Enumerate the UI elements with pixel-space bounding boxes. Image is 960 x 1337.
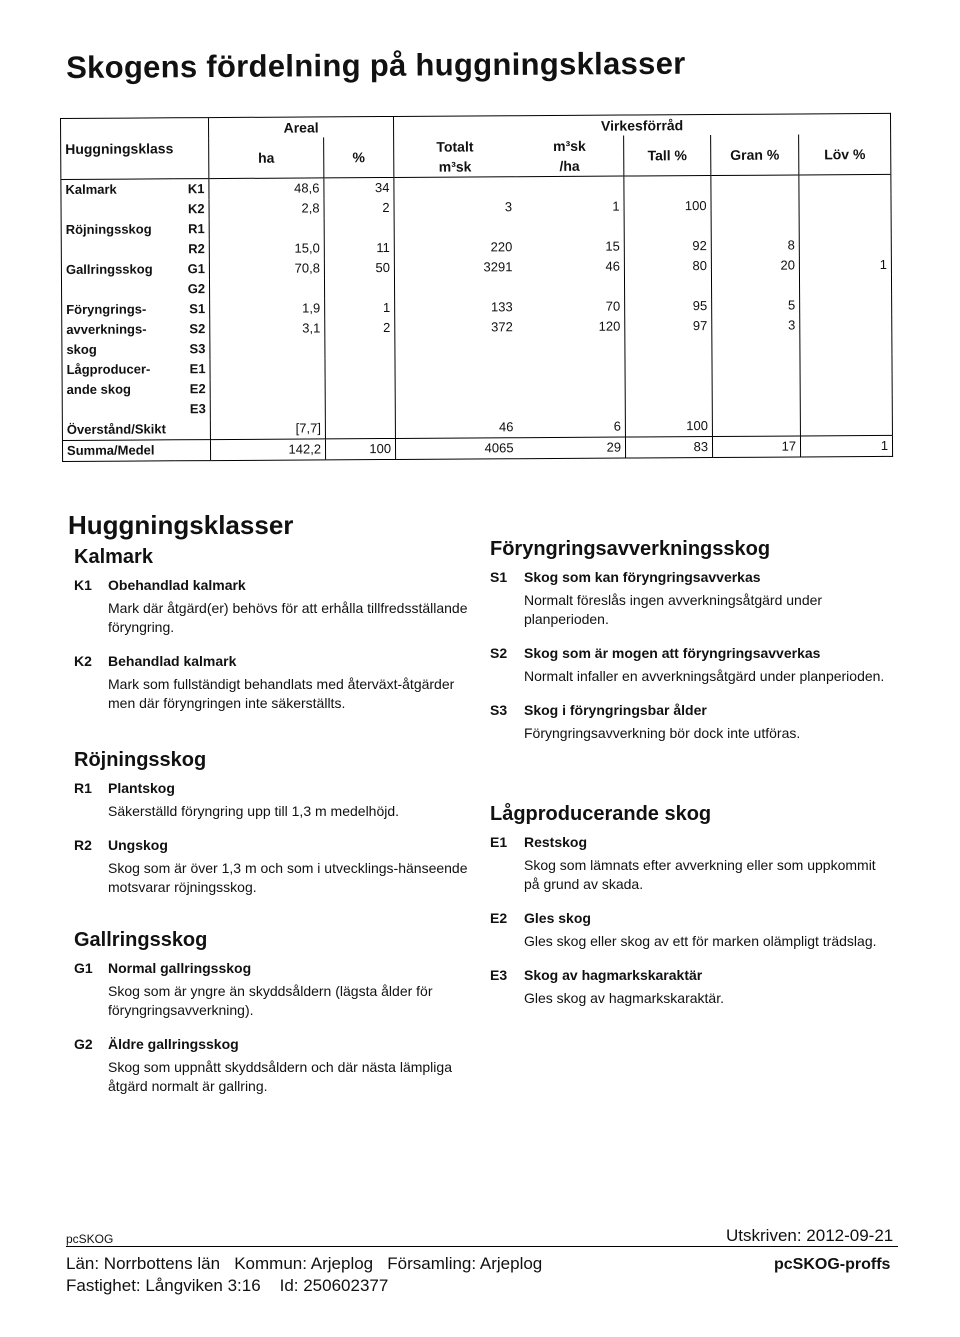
tall-cell: 95 <box>625 296 712 317</box>
legend-entry-code: E3 <box>490 967 508 983</box>
ha-cell: [7,7] <box>210 418 325 439</box>
summary-totalt: 4065 <box>395 438 517 460</box>
summary-ha: 142,2 <box>210 439 325 461</box>
legend-entry-description: Gles skog eller skog av ett för marken olämpligt trädslag. <box>524 933 877 949</box>
lov-cell <box>800 415 892 436</box>
gran-cell <box>711 175 799 196</box>
footer-property <box>66 1276 388 1296</box>
legend-entry-description: Skog som är yngre än skyddsåldern (lägsta ålder för föryngringsavverkning). <box>108 983 433 1018</box>
totalt-cell <box>395 357 517 378</box>
ha-cell <box>210 278 325 299</box>
legend-entry-description: Mark som fullständigt behandlats med återväxt-åtgärder men där föryngringen inte säkerställts. <box>108 676 455 711</box>
footer-brand: pcSKOG-proffs <box>774 1256 891 1273</box>
class-name-cell: avverknings- <box>62 319 174 340</box>
legend-entry-title: Normal gallringsskog <box>108 960 252 976</box>
legend-entry-title: Äldre gallringsskog <box>108 1036 239 1052</box>
gran-cell <box>712 395 800 416</box>
header-tall: Tall % <box>624 135 711 176</box>
tall-cell <box>625 336 712 357</box>
summary-pct: 100 <box>325 438 395 459</box>
msk-ha-cell <box>516 217 624 238</box>
msk-ha-cell <box>517 397 625 418</box>
legend-entry <box>490 645 890 686</box>
legend-entry-title: Restskog <box>524 834 588 850</box>
legend-entry-description: Skog som är över 1,3 m och som i utvecklings-hänseende motsvarar röjningsskog. <box>108 860 468 895</box>
legend-entry <box>74 653 474 713</box>
header-totalt-line1: Totalt <box>436 138 474 155</box>
class-name-cell: ande skog <box>62 379 174 400</box>
class-name-cell: Överstånd/Skikt <box>62 419 174 440</box>
footer-printed: Utskriven: 2012-09-21 <box>726 1226 894 1245</box>
legend-entry-title: Skog av hagmarkskaraktär <box>524 967 703 983</box>
gran-cell <box>711 275 799 296</box>
gran-cell <box>712 355 800 376</box>
tall-cell <box>625 356 712 377</box>
legend-section-title: Kalmark <box>74 546 153 568</box>
footer-divider <box>66 1246 898 1247</box>
legend-entry-title: Skog som är mogen att föryngringsavverkas <box>524 645 821 661</box>
footer-fastighet: Fastighet: Långviken 3:16 <box>66 1276 261 1295</box>
legend-entry <box>490 910 890 951</box>
legend-entry-description: Normalt infaller en avverkningsåtgärd under planperioden. <box>524 668 885 684</box>
msk-ha-cell <box>516 176 624 197</box>
legend-left-column <box>74 546 474 1096</box>
legend-entry-code: S2 <box>490 645 508 661</box>
legend-entry-code: K2 <box>74 653 92 669</box>
summary-tall: 83 <box>625 437 712 459</box>
header-ha: ha <box>209 137 324 178</box>
class-code-cell: K1 <box>173 179 209 200</box>
legend-entry-code: G1 <box>74 960 93 976</box>
legend-entry <box>74 837 474 897</box>
summary-lov: 1 <box>800 435 892 457</box>
footer-location <box>66 1254 542 1274</box>
lov-cell <box>800 395 892 416</box>
tall-cell <box>625 376 712 397</box>
totalt-cell <box>394 217 516 238</box>
class-code-cell: R2 <box>188 241 205 257</box>
class-code-cell: E3 <box>189 401 206 417</box>
pct-cell: 50 <box>324 258 394 278</box>
lov-cell <box>800 295 892 316</box>
legend-entry-title: Behandlad kalmark <box>108 653 237 669</box>
footer-forsamling: Församling: Arjeplog <box>387 1254 543 1273</box>
header-gran: Gran % <box>711 134 799 175</box>
ha-cell: 1,9 <box>210 298 325 319</box>
legend-right-column <box>490 538 890 1008</box>
gran-cell <box>712 335 800 356</box>
totalt-cell: 46 <box>395 417 517 438</box>
legend-section <box>74 929 474 1096</box>
gran-cell <box>712 415 800 436</box>
legend-entry <box>490 702 890 743</box>
class-code-cell: S2 <box>189 321 206 337</box>
totalt-cell <box>394 277 516 298</box>
pct-cell: 2 <box>324 198 394 218</box>
pct-cell <box>325 398 395 418</box>
legend-entry <box>74 960 474 1020</box>
ha-cell <box>209 218 324 239</box>
legend-entry-title: Gles skog <box>524 910 591 926</box>
legend-section-title: Gallringsskog <box>74 929 208 951</box>
class-name-cell <box>61 199 173 220</box>
class-code-cell: G1 <box>187 261 205 277</box>
totalt-cell: 133 <box>395 297 517 318</box>
ha-cell: 2,8 <box>209 198 324 219</box>
totalt-cell <box>394 177 516 198</box>
table-body <box>61 174 893 461</box>
legend-entry-description: Gles skog av hagmarkskaraktär. <box>524 990 724 1006</box>
legend-entry-code: R2 <box>74 837 92 853</box>
class-code-cell: K2 <box>187 201 205 217</box>
class-name-cell: skog <box>62 339 174 360</box>
gran-cell: 20 <box>711 255 799 276</box>
totalt-cell: 372 <box>395 317 517 338</box>
msk-ha-cell <box>517 337 625 358</box>
lov-cell <box>800 335 892 356</box>
msk-ha-cell: 15 <box>605 238 620 254</box>
legend-section-title: Lågproducerande skog <box>490 803 712 825</box>
distribution-table-container <box>60 113 892 462</box>
summary-row <box>62 435 892 461</box>
totalt-cell: 3291 <box>394 257 516 278</box>
legend-entry-code: S3 <box>490 702 508 718</box>
lov-cell <box>799 215 891 236</box>
class-name-cell <box>61 239 173 260</box>
legend-entry-description: Mark där åtgärd(er) behövs för att erhålla tillfredsställande föryngring. <box>108 600 468 635</box>
ha-cell: 15,0 <box>209 238 324 259</box>
legend-heading: Huggningsklasser <box>68 510 294 540</box>
class-name-cell <box>62 399 174 420</box>
msk-ha-cell <box>517 377 625 398</box>
pct-cell <box>325 378 395 398</box>
lov-cell <box>799 235 891 256</box>
pct-cell <box>324 218 394 238</box>
lov-cell <box>800 315 892 336</box>
totalt-cell: 3 <box>394 197 516 218</box>
legend-entry-code: E1 <box>490 834 508 850</box>
tall-cell <box>624 216 711 237</box>
legend-entry-description: Skog som uppnått skyddsåldern och där nästa lämpliga åtgärd normalt är gallring. <box>108 1059 452 1094</box>
gran-cell: 3 <box>712 315 800 336</box>
pct-cell: 11 <box>324 238 394 258</box>
header-pct: % <box>324 137 394 178</box>
legend-section <box>74 546 474 713</box>
legend-section <box>490 803 890 1008</box>
gran-cell: 5 <box>712 295 800 316</box>
legend-section-title: Föryngringsavverkningsskog <box>490 538 771 560</box>
ha-cell <box>210 358 325 379</box>
legend-entry-description: Skog som lämnats efter avverkning eller som uppkommit på grund av skada. <box>524 857 876 892</box>
gran-cell: 8 <box>711 235 799 256</box>
legend-entry-title: Plantskog <box>108 780 175 796</box>
legend-entry <box>490 967 890 1008</box>
gran-cell <box>712 375 800 396</box>
legend-entry <box>74 1036 474 1096</box>
legend-entry-title: Ungskog <box>108 837 168 853</box>
ha-cell: 48,6 <box>209 178 324 199</box>
msk-ha-cell: 120 <box>598 318 621 334</box>
class-code-cell: R1 <box>188 221 205 237</box>
class-name-cell: Lågproducer- <box>62 359 174 380</box>
lov-cell <box>800 355 892 376</box>
pct-cell: 34 <box>324 177 394 198</box>
legend-entry-description: Säkerställd föryngring upp till 1,3 m medelhöjd. <box>108 803 400 819</box>
lov-cell <box>800 375 892 396</box>
pct-cell <box>325 278 395 298</box>
lov-cell: 1 <box>799 255 891 276</box>
header-totalt-line2: m³sk <box>438 158 472 175</box>
footer-app: pcSKOG <box>66 1232 114 1246</box>
footer-kommun: Kommun: Arjeplog <box>234 1254 374 1273</box>
header-msk-ha-line1: m³sk <box>553 137 586 154</box>
pct-cell: 2 <box>325 318 395 338</box>
class-code-cell <box>174 419 210 440</box>
gran-cell <box>711 215 799 236</box>
summary-msk-ha: 29 <box>517 437 625 459</box>
header-msk-ha <box>516 136 624 177</box>
tall-cell <box>624 176 711 197</box>
legend-entry-description: Normalt föreslås ingen avverkningsåtgärd under planperioden. <box>524 592 823 627</box>
totalt-cell <box>395 337 517 358</box>
class-name-cell: Kalmark <box>61 179 173 200</box>
class-name-cell: Föryngrings- <box>62 299 174 320</box>
ha-cell <box>210 338 325 359</box>
legend-entry <box>490 834 890 894</box>
summary-gran: 17 <box>712 436 800 458</box>
class-code-cell: G2 <box>187 281 206 297</box>
msk-ha-cell: 70 <box>605 298 621 314</box>
class-name-cell: Röjningsskog <box>61 219 173 240</box>
legend-entry-title: Skog i föryngringsbar ålder <box>524 702 707 718</box>
tall-cell: 92 <box>624 236 711 257</box>
legend-entry <box>74 577 474 637</box>
ha-cell: 70,8 <box>209 258 324 279</box>
ha-cell: 3,1 <box>210 318 325 339</box>
tall-cell: 100 <box>625 416 712 437</box>
class-name-cell <box>61 279 173 300</box>
header-virkesforrad: Virkesförråd <box>394 113 891 137</box>
totalt-cell <box>395 377 517 398</box>
legend-entry-code: K1 <box>74 577 92 593</box>
header-msk-ha-line2: /ha <box>559 157 580 174</box>
tall-cell: 100 <box>624 196 711 217</box>
class-code-cell: E1 <box>189 361 206 377</box>
lov-cell <box>799 275 891 296</box>
totalt-cell: 220 <box>394 237 516 258</box>
class-code-cell: S3 <box>189 341 206 357</box>
footer-id: Id: 250602377 <box>279 1276 389 1295</box>
tall-cell <box>624 276 711 297</box>
ha-cell <box>210 398 325 419</box>
legend-entry-code: S1 <box>490 569 508 585</box>
pct-cell <box>325 358 395 378</box>
legend-section <box>74 749 474 897</box>
distribution-table <box>60 113 893 462</box>
legend-entry <box>74 780 474 821</box>
legend-entry-code: E2 <box>490 910 508 926</box>
header-areal: Areal <box>209 116 394 138</box>
msk-ha-cell <box>517 357 625 378</box>
pct-cell <box>325 338 395 358</box>
lov-cell <box>799 195 891 216</box>
legend-entry-code: G2 <box>74 1036 93 1052</box>
msk-ha-cell: 1 <box>612 198 620 214</box>
msk-ha-cell <box>516 277 624 298</box>
legend-entry-description: Föryngringsavverkning bör dock inte utföras. <box>524 725 801 741</box>
pct-cell: 1 <box>325 298 395 318</box>
tall-cell <box>625 396 712 417</box>
tall-cell: 80 <box>624 256 711 277</box>
class-code-cell: S1 <box>189 301 206 317</box>
tall-cell: 97 <box>625 316 712 337</box>
ha-cell <box>210 378 325 399</box>
class-code-cell: E2 <box>189 381 206 397</box>
header-lov: Löv % <box>799 134 891 175</box>
header-totalt <box>394 136 516 177</box>
page-title: Skogens fördelning på huggningsklasser <box>66 45 686 85</box>
legend-section-title: Röjningsskog <box>74 749 207 771</box>
legend-entry-code: R1 <box>74 780 92 796</box>
legend-entry-title: Skog som kan föryngringsavverkas <box>524 569 761 585</box>
legend-entry-title: Obehandlad kalmark <box>108 577 246 593</box>
summary-label: Summa/Medel <box>62 440 210 462</box>
gran-cell <box>711 195 799 216</box>
lov-cell <box>799 174 891 195</box>
header-huggningsklass: Huggningsklass <box>61 118 209 180</box>
legend-entry <box>490 569 890 629</box>
pct-cell <box>325 418 395 439</box>
msk-ha-cell: 46 <box>605 258 620 274</box>
msk-ha-cell: 6 <box>613 418 621 434</box>
legend-section <box>490 538 890 743</box>
class-name-cell: Gallringsskog <box>61 259 173 280</box>
footer-lan: Län: Norrbottens län <box>66 1254 221 1273</box>
totalt-cell <box>395 397 517 418</box>
